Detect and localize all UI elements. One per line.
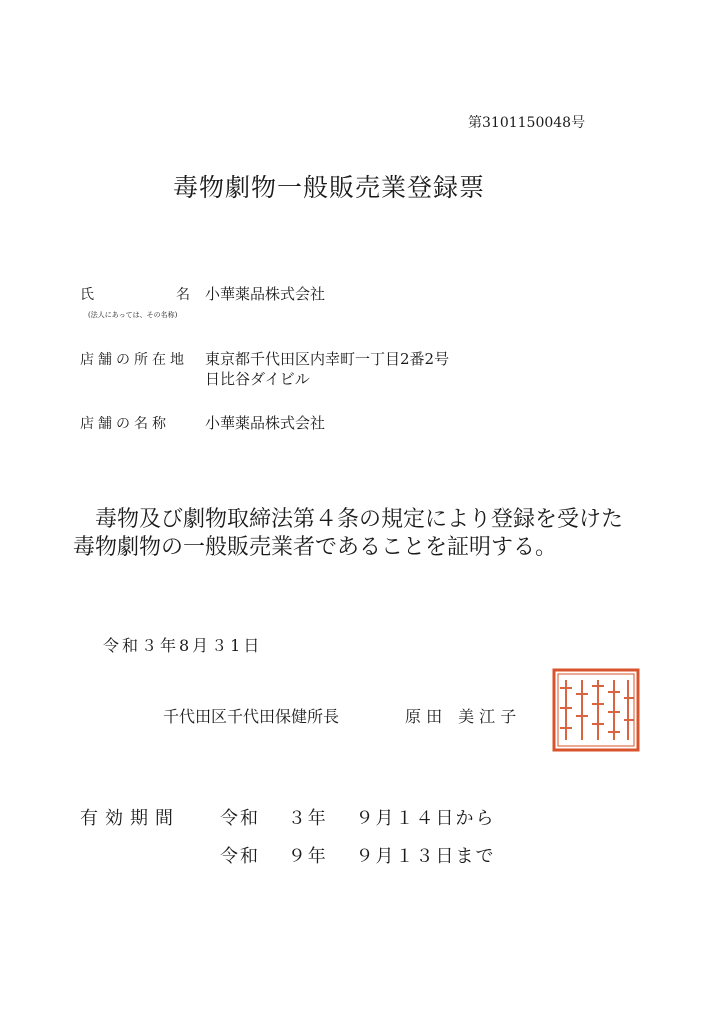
document-title: 毒物劇物一般販売業登録票	[173, 173, 486, 202]
issue-date: 令和３年8月３1日	[103, 636, 263, 655]
address-line-2: 日比谷ダイビル	[205, 370, 310, 388]
validity-to: 令和 ９年 ９月１３日まで	[220, 846, 496, 867]
name-label-second: 名	[176, 287, 190, 303]
name-value: 小華薬品株式会社	[205, 285, 326, 303]
name-note: (法人にあっては、その名称)	[88, 311, 178, 319]
validity-label: 有効期間	[80, 808, 180, 829]
address-label: 店舗の所在地	[80, 352, 188, 368]
issuer-title: 千代田区千代田保健所長	[163, 707, 340, 726]
name-label-first: 氏	[80, 287, 94, 303]
certification-text: 毒物及び劇物取締法第４条の規定により登録を受けた毒物劇物の一般販売業者であることを証明する。	[73, 507, 624, 560]
official-seal-icon	[552, 668, 640, 752]
store-name-label: 店舗の名称	[80, 416, 170, 432]
validity-from: 令和 ３年 ９月１４日から	[220, 808, 496, 829]
signer-name: 原 田 美 江 子	[405, 707, 517, 726]
store-name-value: 小華薬品株式会社	[205, 414, 326, 432]
registration-number: 第3101150048号	[468, 115, 586, 131]
address-line-1: 東京都千代田区内幸町一丁目2番2号	[205, 350, 450, 368]
